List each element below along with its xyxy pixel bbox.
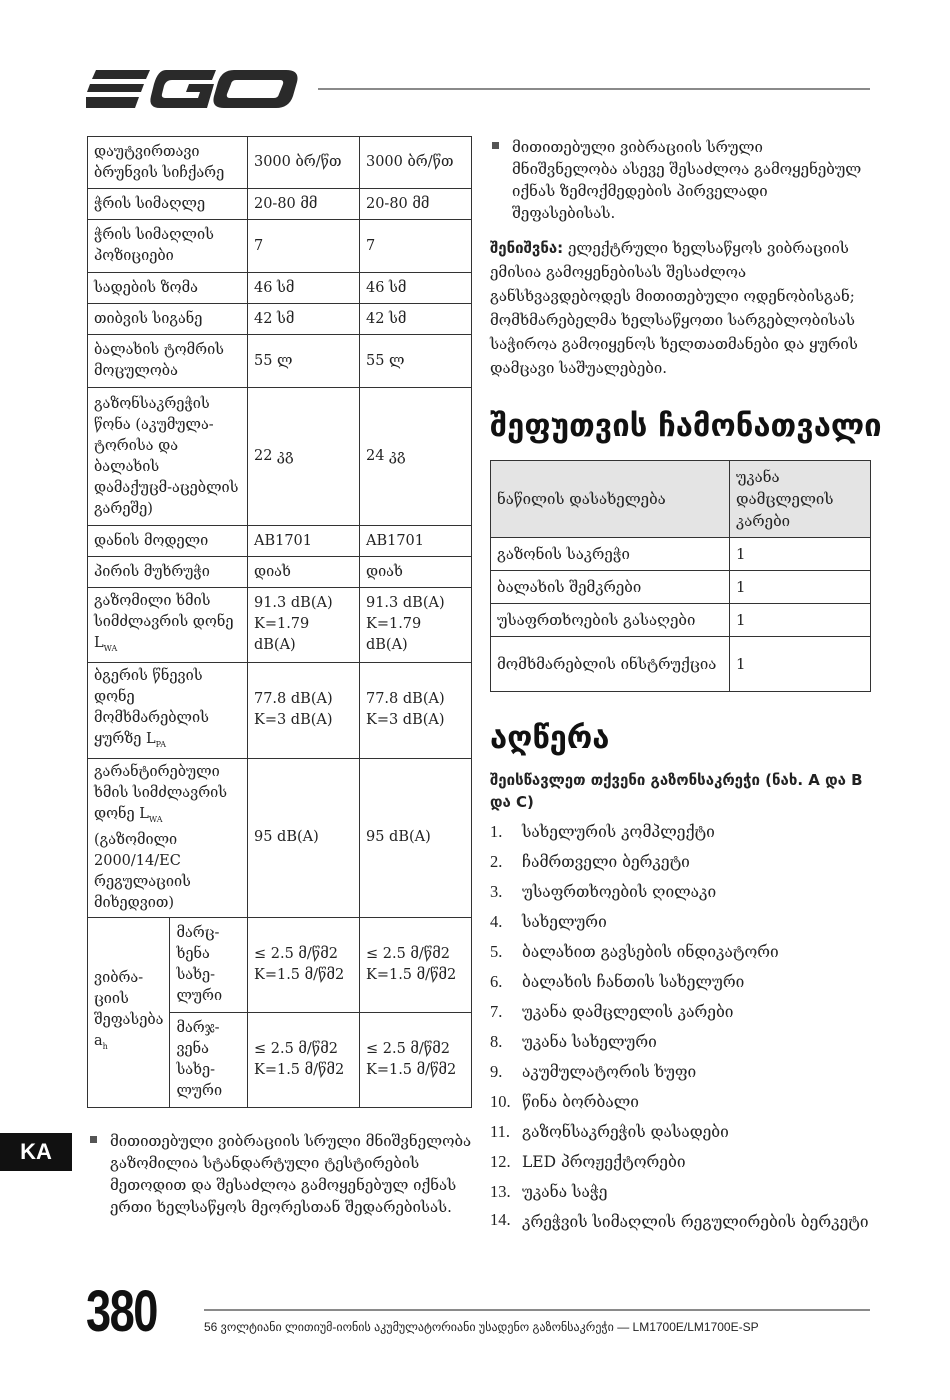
table-row [88,388,472,526]
item-text: უკანა დამცლელის კარები [522,1003,734,1021]
value-line: 77.8 dB(A) [253,691,333,708]
table-cell: AB1701 [359,526,471,557]
item-number: 12. [490,1152,511,1171]
item-text: LED პროჟექტორები [522,1153,686,1171]
item-number: 7. [490,1002,503,1021]
list-item [490,1057,870,1087]
table-row [491,637,871,692]
table-cell: ჭრის სიმაღლე [88,189,248,220]
column-header: ნაწილის დასახელება [491,461,730,538]
table-row [88,588,472,663]
description-heading: აღწერა [490,720,610,756]
table-cell: დიახ [359,557,471,588]
list-item [490,1027,870,1057]
table-cell: 55 ლ [247,335,359,388]
table-cell: ჭრის სიმაღლის პოზიციები [88,220,248,273]
table-cell: 20-80 მმ [359,189,471,220]
table-cell: დიახ [247,557,359,588]
vibration-bullet-right [492,136,872,224]
item-text: ჩამრთველი ბერკეტი [522,853,690,871]
item-number: 14. [490,1210,511,1229]
table-row [491,571,871,604]
list-item [490,877,870,907]
item-text: ბალახით გავსების ინდიკატორი [522,943,779,961]
item-text: გაზონსაკრეჭის დასადები [522,1123,729,1141]
table-cell: გაზონის საკრეჭი [491,538,730,571]
vibration-bullet-left [90,1130,475,1218]
value-line: ≤ 2.5 მ/წმ2 [365,945,450,962]
logo-text: EGO [86,66,89,67]
table-cell [359,1012,471,1107]
item-text: აკუმულატორის ხუფი [522,1063,697,1081]
item-number: 10. [490,1092,511,1111]
bullet-text: მითითებული ვიბრაციის სრული მნიშვნელობა გაზომილია სტანდარტული ტესტირების მეთოდით და შესაძლოა გამოყენებულ იქნას ერთი ხელსაწყოს მეორესთან შედარებისას. [110,1132,472,1216]
table-cell: გაზონსაკრეჭის წონა (აკუმულა-ტორისა და ბალახის დამაქუცმ-აცებლის გარეშე) [88,388,248,526]
table-cell: დანის მოდელი [88,526,248,557]
guaranteed-note: (გაზომილი 2000/14/EC რეგულაციის მიხედვით) [94,831,191,911]
table-cell [359,917,471,1012]
item-text: უკანა საჭე [522,1183,608,1201]
item-text: სახელურის კომპლექტი [522,823,715,841]
item-number: 6. [490,972,503,991]
item-number: 1. [490,822,503,841]
table-row [88,917,472,1012]
language-badge: KA [0,1133,72,1171]
bullet-icon [90,1136,97,1143]
table-row [88,304,472,335]
list-item [490,967,870,997]
subscript: WA [103,643,118,653]
item-number: 11. [490,1122,511,1141]
note-text: ელექტრული ხელსაწყოს ვიბრაციის ემისია გამოყენებისას შესაძლოა განსხვავდებოდეს მითითებული ოდენობისგან; მომხმარებელმა ხელსაწყოთი სარგებლობისას საჭიროა გამოიყენოს ხელთათმანები და ყურის დამცავი საშუალებები. [490,239,858,377]
table-cell: 3000 ბრ/წთ [359,137,471,189]
item-number: 8. [490,1032,503,1051]
list-item [490,1117,870,1147]
list-item [490,1087,870,1117]
value-line: K=1.5 მ/წმ2 [253,966,345,983]
vibration-label: ვიბრა-ციის შეფასება a [94,969,164,1049]
item-text: კრეჭვის სიმაღლის რეგულირების ბერკეტი [522,1213,869,1231]
list-item [490,817,870,847]
list-item [490,1207,870,1237]
item-number: 13. [490,1182,511,1201]
table-cell: ბალახის შემკრები [491,571,730,604]
value-line: K=1.5 მ/წმ2 [365,966,457,983]
table-cell: მარც-ხენა სახე-ლური [170,917,248,1012]
table-cell [88,758,248,917]
table-cell: 7 [359,220,471,273]
subscript: WA [148,814,163,824]
table-cell: 20-80 მმ [247,189,359,220]
table-cell [359,662,471,758]
table-row [88,335,472,388]
description-subtitle: შეისწავლეთ თქვენი გაზონსაკრეჭი (ნახ. A და B და C) [490,771,863,811]
list-item [490,1177,870,1207]
item-number: 9. [490,1062,503,1081]
table-row [88,758,472,917]
table-cell: დაუტვირთავი ბრუნვის სიჩქარე [88,137,248,189]
item-text: უკანა სახელური [522,1033,657,1051]
table-cell: 42 სმ [247,304,359,335]
sound-pressure-label: ბგერის წნევის დონე მომხმარებლის ყურზე L [94,667,209,747]
sound-power-label: გაზომილი ხმის სიმძლავრის დონე L [94,593,234,651]
table-row [88,557,472,588]
table-row [88,189,472,220]
table-row [88,526,472,557]
column-header: უკანა დამცლელის კარები [730,461,871,538]
table-row [491,538,871,571]
table-cell: მარჯ-ვენა სახე-ლური [170,1012,248,1107]
table-cell [247,588,359,663]
subscript: PA [155,739,167,749]
list-item [490,937,870,967]
item-number: 5. [490,942,503,961]
item-text: წინა ბორბალი [522,1093,639,1111]
value-line: K=1.5 მ/წმ2 [253,1061,345,1078]
table-cell: 1 [730,604,871,637]
specifications-table [87,136,472,1108]
table-row [88,220,472,273]
list-item [490,847,870,877]
table-cell [88,662,248,758]
value-line: 91.3 dB(A) [253,595,333,612]
table-cell [247,1012,359,1107]
value-line: 91.3 dB(A) [365,595,445,612]
value-line: K=3 dB(A) [365,712,445,729]
table-cell: 24 კგ [359,388,471,526]
item-number: 3. [490,882,503,901]
table-cell [247,917,359,1012]
packing-table [490,460,871,692]
table-cell [247,662,359,758]
ego-logo [86,66,300,112]
table-row [88,273,472,304]
guaranteed-label: გარანტირებული ხმის სიმძლავრის დონე L [94,763,228,822]
packing-list-heading: შეფუთვის ჩამონათვალი [490,408,882,444]
table-cell: თიბვის სიგანე [88,304,248,335]
value-line: ≤ 2.5 მ/წმ2 [253,1040,338,1057]
table-cell: უსაფრთხოების გასაღები [491,604,730,637]
table-cell [88,588,248,663]
table-cell: ბალახის ტომრის მოცულობა [88,335,248,388]
footer-text: 56 ვოლტიანი ლითიუმ-იონის აკუმულატორიანი უსადენო გაზონსაკრეჭი — LM1700E/LM1700E-SP [204,1320,759,1334]
subscript: h [102,1041,108,1051]
table-cell: 7 [247,220,359,273]
item-text: სახელური [522,913,607,931]
table-row [491,604,871,637]
note-label: შენიშვნა: [490,239,564,257]
table-cell: 46 სმ [247,273,359,304]
item-text: უსაფრთხოების ღილაკი [522,883,717,901]
item-text: ბალახის ჩანთის სახელური [522,973,745,991]
header-rule [318,88,870,90]
table-cell: 1 [730,637,871,692]
table-cell: 95 dB(A) [247,758,359,917]
table-cell: პირის მუხრუჭი [88,557,248,588]
footer-rule [204,1309,870,1311]
bullet-icon [492,142,499,149]
value-line: K=3 dB(A) [253,712,333,729]
item-number: 2. [490,852,503,871]
value-line: ≤ 2.5 მ/წმ2 [365,1040,450,1057]
note-paragraph [490,236,874,380]
value-line: ≤ 2.5 მ/წმ2 [253,945,338,962]
table-cell: 22 კგ [247,388,359,526]
item-number: 4. [490,912,503,931]
parts-list [490,817,870,1237]
value-line: K=1.5 მ/წმ2 [365,1061,457,1078]
page-number: 380 [86,1279,157,1344]
table-row [88,662,472,758]
value-line: 77.8 dB(A) [365,691,445,708]
table-cell: AB1701 [247,526,359,557]
table-cell: 3000 ბრ/წთ [247,137,359,189]
table-cell: 42 სმ [359,304,471,335]
table-cell: მომხმარებლის ინსტრუქცია [491,637,730,692]
table-header-row [491,461,871,538]
table-cell: 55 ლ [359,335,471,388]
table-cell: 1 [730,538,871,571]
table-cell: 95 dB(A) [359,758,471,917]
table-cell [359,588,471,663]
table-row [88,137,472,189]
table-cell: 1 [730,571,871,604]
value-line: K=1.79 dB(A) [365,616,422,654]
table-cell: სადების ზომა [88,273,248,304]
table-cell: 46 სმ [359,273,471,304]
bullet-text: მითითებული ვიბრაციის სრული მნიშვნელობა ასევე შესაძლოა გამოყენებულ იქნას ზემოქმედების პირველადი შეფასებისას. [512,138,862,222]
list-item [490,1147,870,1177]
list-item [490,907,870,937]
list-item [490,997,870,1027]
value-line: K=1.79 dB(A) [253,616,310,654]
table-cell [88,917,170,1107]
